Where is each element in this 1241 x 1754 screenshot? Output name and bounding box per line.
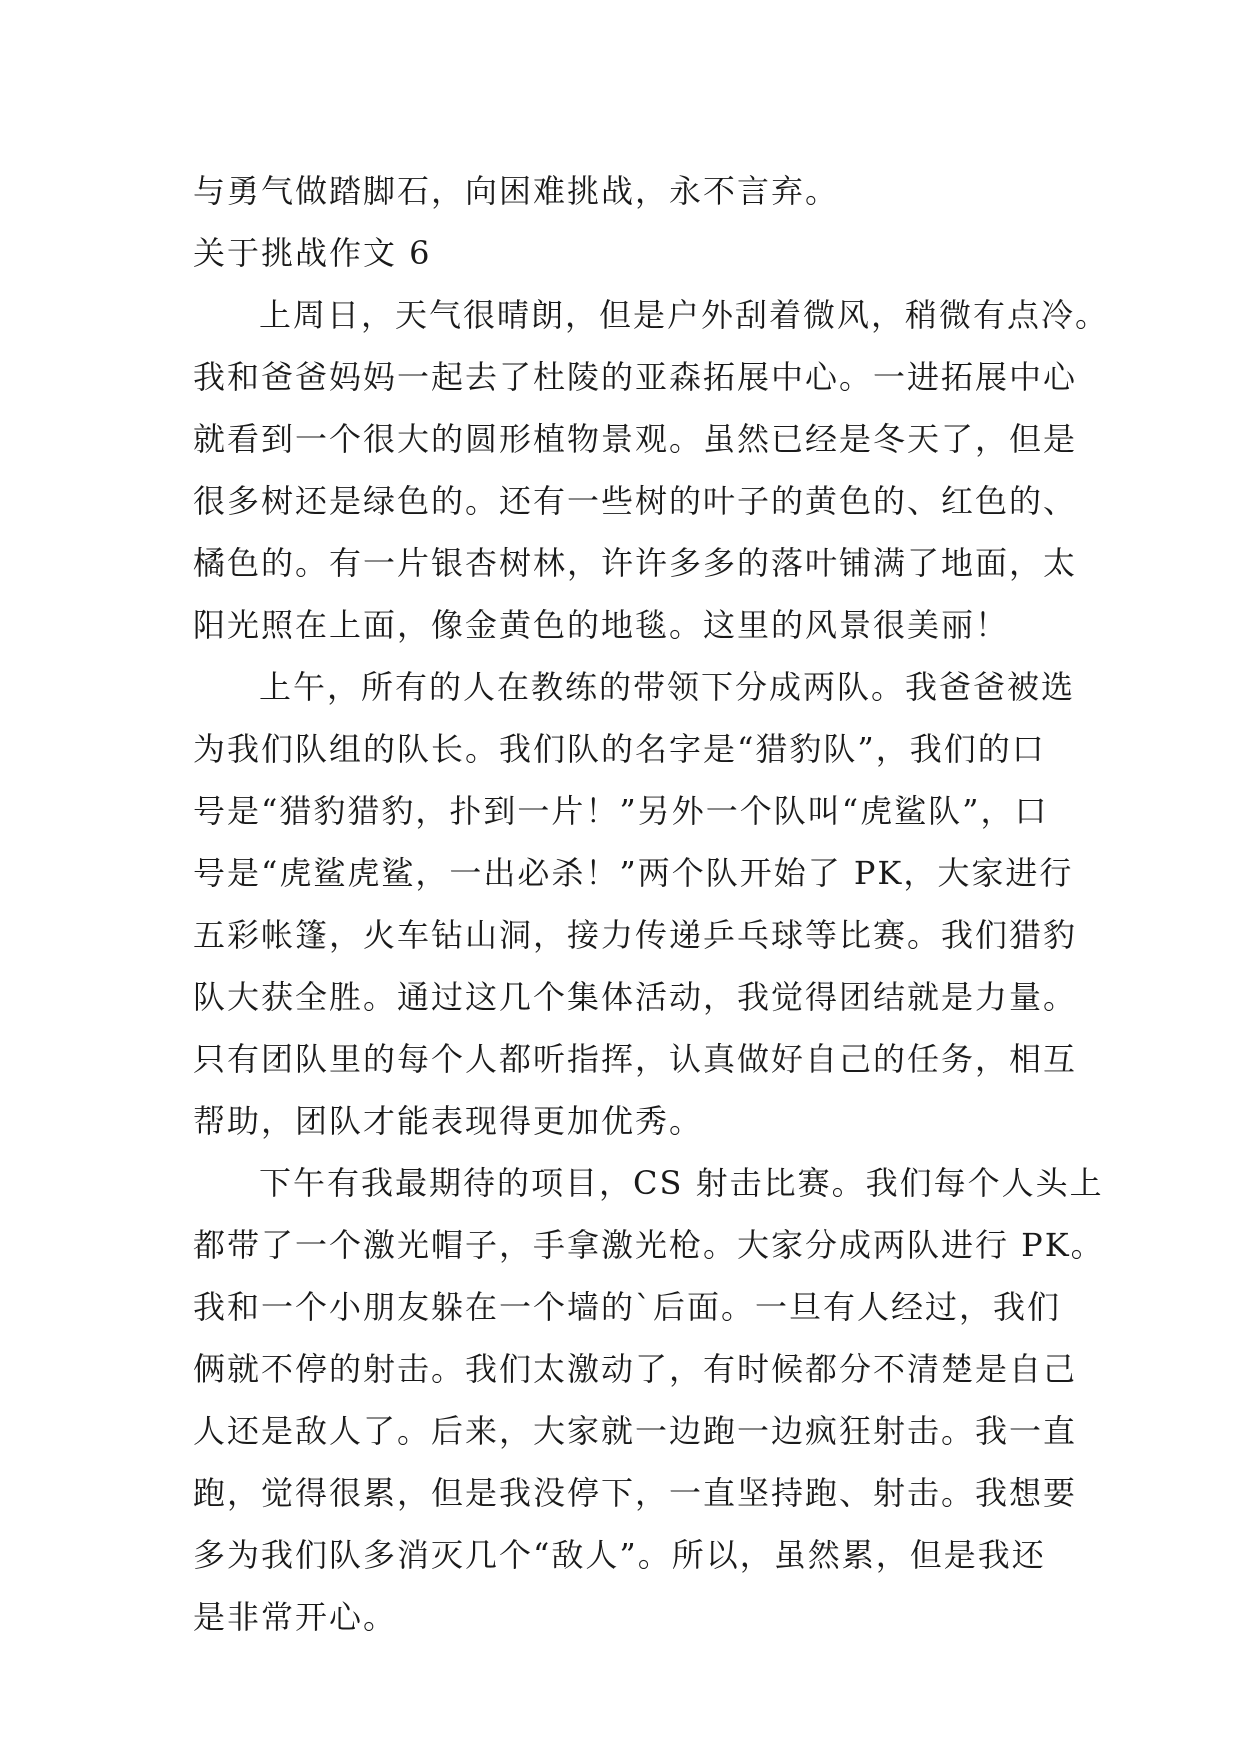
text-line: 号是“猎豹猎豹，扑到一片！”另外一个队叫“虎鲨队”，口 [193,792,1049,830]
text-line: 号是“虎鲨虎鲨，一出必杀！”两个队开始了 PK，大家进行 [193,854,1074,892]
text-line: 帮助，团队才能表现得更加优秀。 [193,1102,704,1140]
paragraph-first-line: 下午有我最期待的项目，CS 射击比赛。我们每个人头上 [259,1164,1104,1202]
text-line: 我和爸爸妈妈一起去了杜陵的亚森拓展中心。一进拓展中心 [193,358,1078,396]
text-line: 很多树还是绿色的。还有一些树的叶子的黄色的、红色的、 [193,482,1078,520]
text-line: 只有团队里的每个人都听指挥，认真做好自己的任务，相互 [193,1040,1078,1078]
text-line: 队大获全胜。通过这几个集体活动，我觉得团结就是力量。 [193,978,1078,1016]
text-line: 阳光照在上面，像金黄色的地毯。这里的风景很美丽！ [193,606,1010,644]
text-line: 我和一个小朋友躲在一个墙的`后面。一旦有人经过，我们 [193,1288,1062,1326]
paragraph-first-line: 上周日，天气很晴朗，但是户外刮着微风，稍微有点冷。 [259,296,1110,334]
text-line: 俩就不停的射击。我们太激动了，有时候都分不清楚是自己 [193,1350,1078,1388]
text-line: 都带了一个激光帽子，手拿激光枪。大家分成两队进行 PK。 [193,1226,1105,1264]
text-line: 多为我们队多消灭几个“敌人”。所以，虽然累，但是我还 [193,1536,1046,1574]
paragraph-first-line: 上午，所有的人在教练的带领下分成两队。我爸爸被选 [259,668,1076,706]
text-line: 跑，觉得很累，但是我没停下，一直坚持跑、射击。我想要 [193,1474,1078,1512]
section-heading: 关于挑战作文 6 [193,234,432,272]
text-line: 是非常开心。 [193,1598,398,1636]
text-line: 五彩帐篷，火车钻山洞，接力传递乒乓球等比赛。我们猎豹 [193,916,1078,954]
text-line: 人还是敌人了。后来，大家就一边跑一边疯狂射击。我一直 [193,1412,1078,1450]
document-body [193,160,1110,1648]
text-line: 就看到一个很大的圆形植物景观。虽然已经是冬天了，但是 [193,420,1078,458]
text-line: 与勇气做踏脚石，向困难挑战，永不言弃。 [193,172,840,210]
text-line: 为我们队组的队长。我们队的名字是“猎豹队”，我们的口 [193,730,1046,768]
text-line: 橘色的。有一片银杏树林，许许多多的落叶铺满了地面，太 [193,544,1078,582]
